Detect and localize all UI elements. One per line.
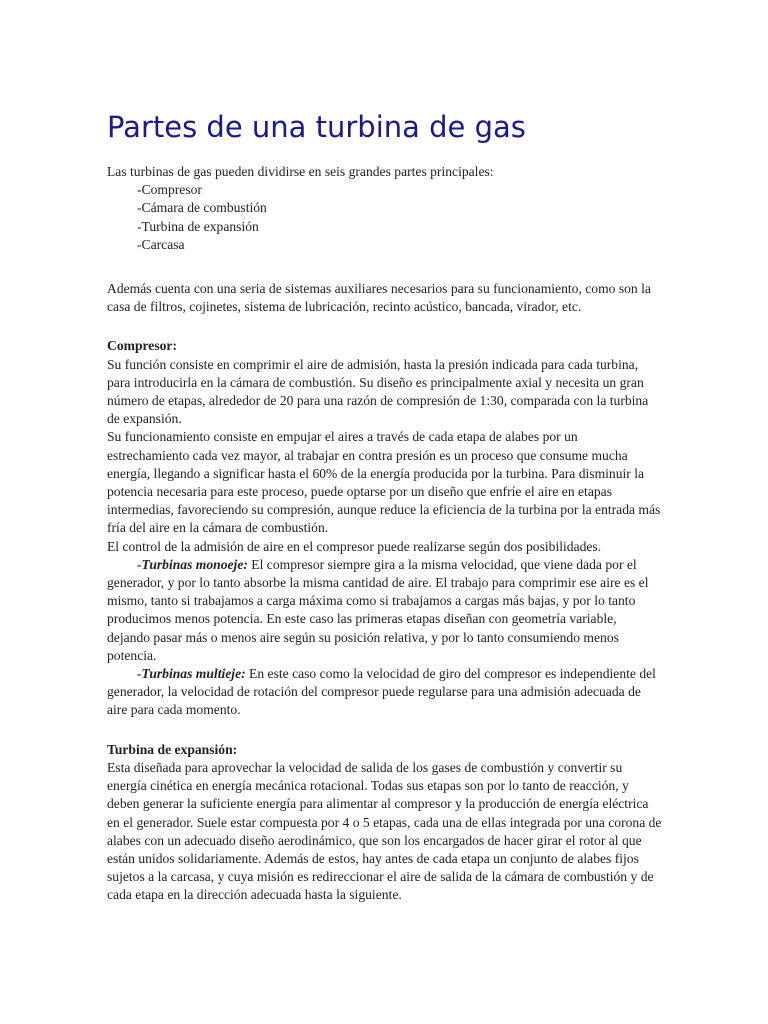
intro-paragraph: Las turbinas de gas pueden dividirse en seis grandes partes principales:	[107, 164, 494, 179]
part-item-camara: -Cámara de combustión	[137, 200, 267, 216]
multieje-text: En este caso como la velocidad de giro del compresor es independiente del generador, la velocidad de rotación del compresor puede regularse para una admisión adecuada de aire para cada momento.	[107, 666, 656, 718]
monoeje-paragraph	[107, 556, 663, 665]
multieje-paragraph	[107, 665, 663, 720]
monoeje-text: El compresor siempre gira a la misma velocidad, que viene dada por el generador, y por lo tanto absorbe la misma cantidad de aire. El trabajo para comprimir ese aire es el mismo, tanto si trabajamos a carga máxima como si trabajamos a cargas más bajas, y por lo tanto producimos menos potencia. En este caso las primeras etapas diseñan con geometría variable, dejando pasar más o menos aire según su posición relativa, y por lo tanto consumiendo menos potencia.	[107, 556, 649, 663]
expansion-paragraph-1: Esta diseñada para aprovechar la velocidad de salida de los gases de combustión y convertir su energía cinética en energía mecánica rotacional. Todas sus etapas son por lo tanto de reacción, y deben generar la suficiente energía para alimentar al compresor y la producción de energía eléctrica en el generador. Suele estar compuesta por 4 o 5 etapas, cada una de ellas integrada por una corona de alabes con un adecuado diseño aerodinámico, que son los encargados de hacer girar el rotor al que están unidos solidariamente. Además de estos, hay antes de cada etapa un conjunto de alabes fijos sujetos a la carcasa, y cuya misión es redireccionar el aire de salida de la cámara de combustión y de cada etapa en la dirección adecuada hasta la siguiente.	[107, 759, 662, 903]
part-item-turbina: -Turbina de expansión	[137, 218, 259, 234]
auxiliary-paragraph: Además cuenta con una seria de sistemas auxiliares necesarios para su funcionamiento, como son la casa de filtros, cojinetes, sistema de lubricación, recinto acústico, bancada, virador, etc.	[107, 281, 651, 315]
compresor-paragraph-2: Su funcionamiento consiste en empujar el aires a través de cada etapa de alabes por un estrechamiento cada vez mayor, al trabajar en contra presión es un proceso que consume mucha energía, llegando a significar hasta el 60% de la energía producida por la turbina. Para disminuir la potencia necesaria para este proceso, puede optarse por un diseño que enfríe el aire en etapas intermedias, favoreciendo su compresión, aunque reduce la eficiencia de la turbina por la entrada más fría del aire en la cámara de combustión.	[107, 429, 661, 536]
multieje-label: -Turbinas multieje:	[137, 666, 246, 682]
document-body	[107, 163, 663, 905]
monoeje-label: -Turbinas monoeje:	[137, 556, 248, 572]
expansion-heading: Turbina de expansión:	[107, 741, 238, 757]
compresor-paragraph-3: El control de la admisión de aire en el compresor puede realizarse según dos posibilidades.	[107, 538, 602, 554]
part-item-compresor: -Compresor	[137, 182, 202, 198]
part-item-carcasa: -Carcasa	[137, 236, 185, 252]
page-title: Partes de una turbina de gas	[107, 110, 526, 144]
compresor-heading: Compresor:	[107, 338, 177, 354]
compresor-paragraph-1: Su función consiste en comprimir el aire de admisión, hasta la presión indicada para cada turbina, para introducirla en la cámara de combustión. Su diseño es principalmente axial y necesita un gran número de etapas, alrededor de 20 para una razón de compresión de 1:30, comparada con la turbina de expansión.	[107, 356, 649, 427]
